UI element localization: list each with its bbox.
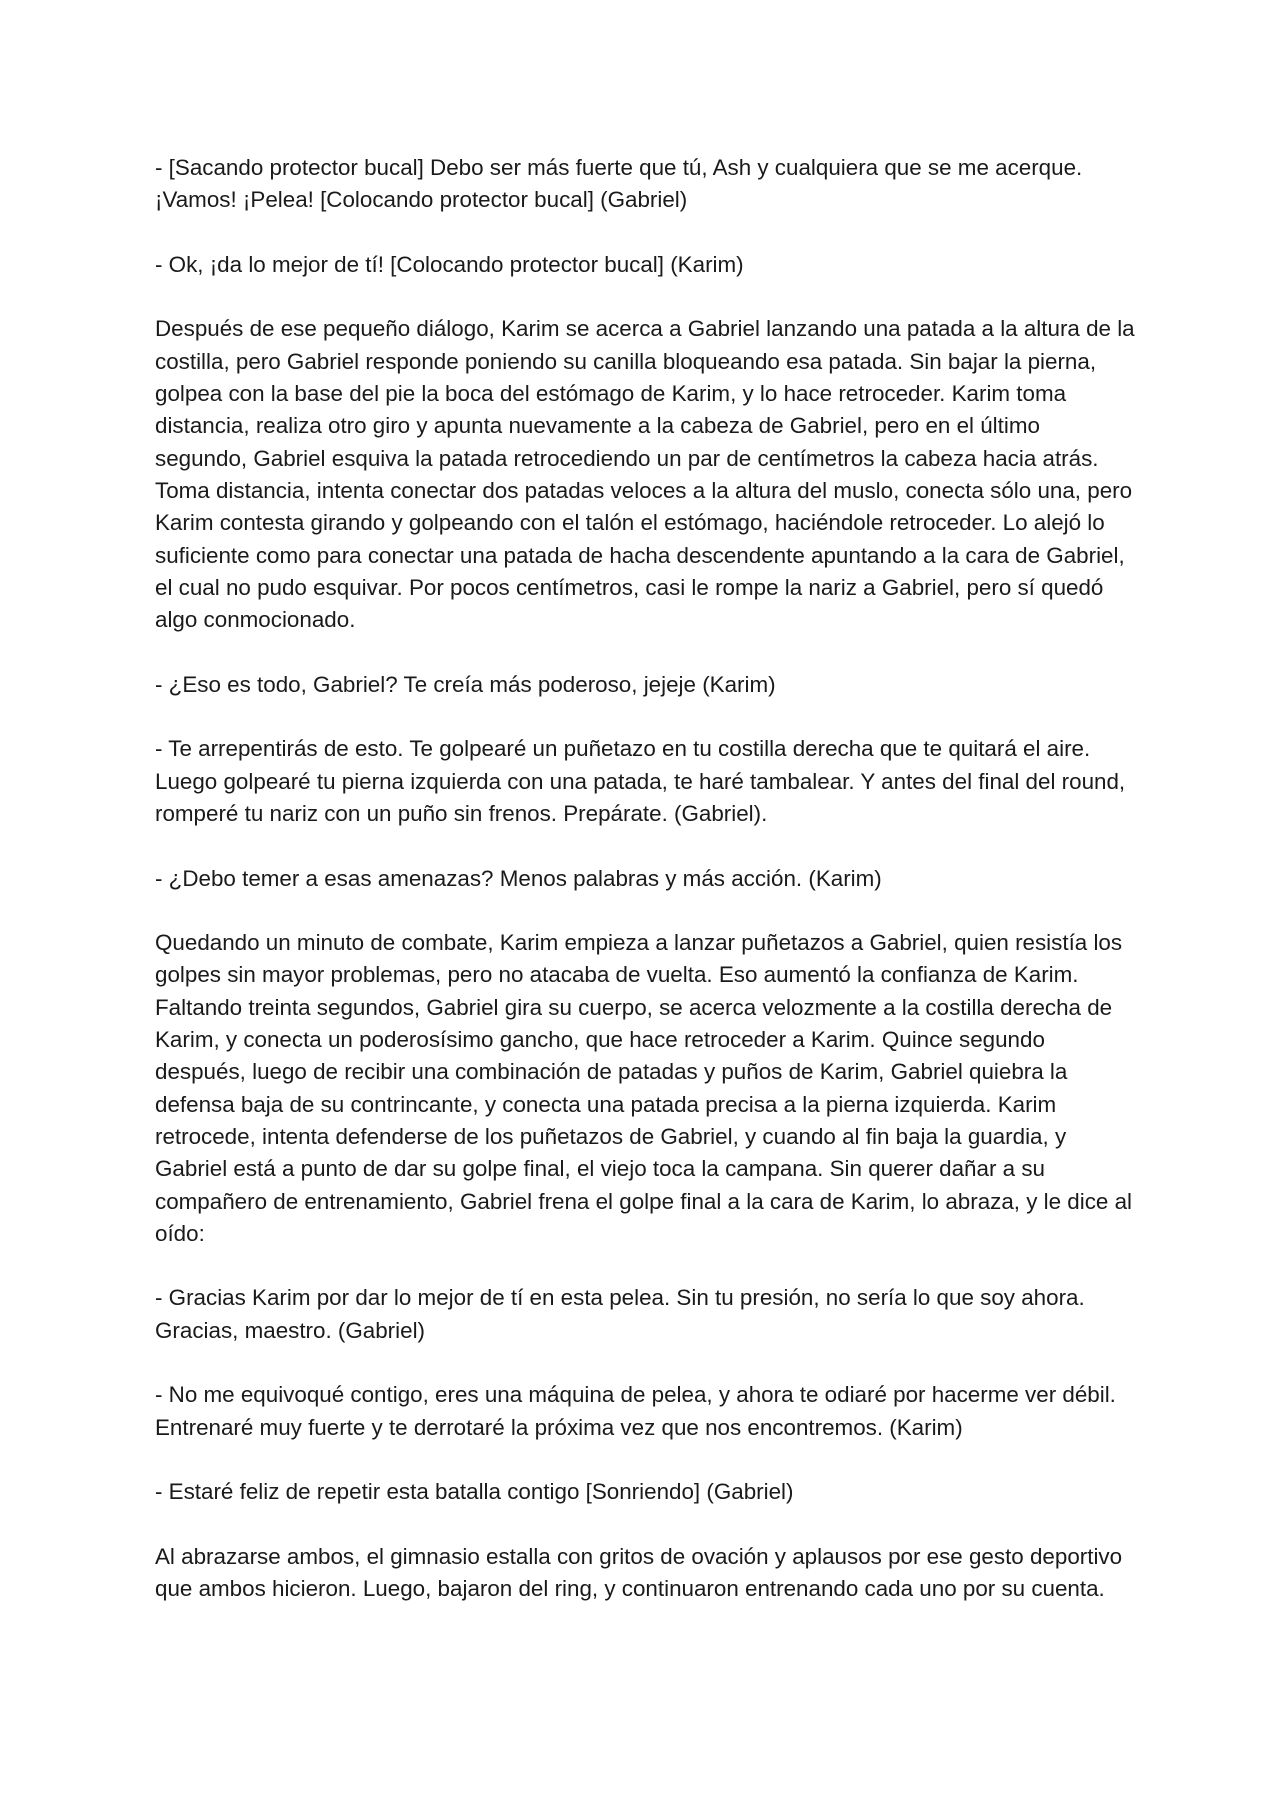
dialogue-gabriel-3: - Gracias Karim por dar lo mejor de tí en esta pelea. Sin tu presión, no sería lo que soy ahora. Gracias, maestro. (Gabriel) [155, 1285, 1085, 1343]
dialogue-karim-3: - ¿Debo temer a esas amenazas? Menos palabras y más acción. (Karim) [155, 865, 882, 891]
dialogue-karim-1: - Ok, ¡da lo mejor de tí! [Colocando protector bucal] (Karim) [155, 251, 744, 277]
narration-paragraph-2: Quedando un minuto de combate, Karim empieza a lanzar puñetazos a Gabriel, quien resistía los golpes sin mayor problemas, pero no atacaba de vuelta. Eso aumentó la confianza de Karim. Faltando treinta segundos, Gabriel gira su cuerpo, se acerca velozmente a la costilla derecha de Karim, y conecta un poderosísimo gancho, que hace retroceder a Karim. Quince segundo después, luego de recibir una combinación de patadas y puños de Karim, Gabriel quiebra la defensa baja de su contrincante, y conecta una patada precisa a la pierna izquierda. Karim retrocede, intenta defenderse de los puñetazos de Gabriel, y cuando al fin baja la guardia, y Gabriel está a punto de dar su golpe final, el viejo toca la campana. Sin querer dañar a su compañero de entrenamiento, Gabriel frena el golpe final a la cara de Karim, lo abraza, y le dice al oído: [155, 930, 1133, 1246]
narration-paragraph-3: Al abrazarse ambos, el gimnasio estalla con gritos de ovación y aplausos por ese gesto deportivo que ambos hicieron. Luego, bajaron del ring, y continuaron entrenando cada uno por su cuenta. [155, 1543, 1123, 1602]
narration-paragraph-1: Después de ese pequeño diálogo, Karim se acerca a Gabriel lanzando una patada a la altura de la costilla, pero Gabriel responde poniendo su canilla bloqueando esa patada. Sin bajar la pierna, golpea con la base del pie la boca del estómago de Karim, y lo hace retroceder. Karim toma distancia, realiza otro giro y apunta nuevamente a la cabeza de Gabriel, pero en el último segundo, Gabriel esquiva la patada retrocediendo un par de centímetros la cabeza hacia atrás. Toma distancia, intenta conectar dos patadas veloces a la altura del muslo, conecta sólo una, pero Karim contesta girando y golpeando con el talón el estómago, haciéndole retroceder. Lo alejó lo suficiente como para conectar una patada de hacha descendente apuntando a la cara de Gabriel, el cual no pudo esquivar. Por pocos centímetros, casi le rompe la nariz a Gabriel, pero sí quedó algo conmocionado. [155, 316, 1135, 633]
dialogue-gabriel-2: - Te arrepentirás de esto. Te golpearé un puñetazo en tu costilla derecha que te quitará el aire. Luego golpearé tu pierna izquierda con una patada, te haré tambalear. Y antes del final del round, romperé tu nariz con un puño sin frenos. Prepárate. (Gabriel). [155, 736, 1126, 826]
document-body [155, 152, 1135, 1605]
dialogue-gabriel-1: - [Sacando protector bucal] Debo ser más fuerte que tú, Ash y cualquiera que se me acerque. ¡Vamos! ¡Pelea! [Colocando protector bucal] (Gabriel) [155, 155, 1083, 213]
dialogue-karim-2: - ¿Eso es todo, Gabriel? Te creía más poderoso, jejeje (Karim) [155, 671, 776, 697]
dialogue-karim-4: - No me equivoqué contigo, eres una máquina de pelea, y ahora te odiaré por hacerme ver débil. Entrenaré muy fuerte y te derrotaré la próxima vez que nos encontremos. (Karim) [155, 1382, 1116, 1440]
dialogue-gabriel-4: - Estaré feliz de repetir esta batalla contigo [Sonriendo] (Gabriel) [155, 1479, 794, 1505]
